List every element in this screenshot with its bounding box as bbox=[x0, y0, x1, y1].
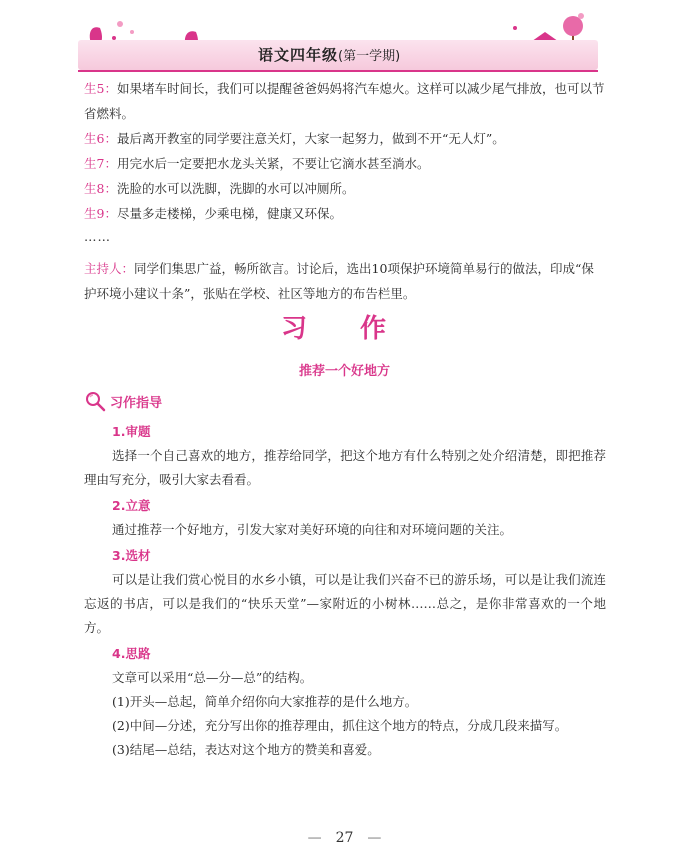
writing-guide-body bbox=[84, 418, 606, 762]
dialogue-line: 生7：用完水后一定要把水龙头关紧，不要让它滴水甚至淌水。 bbox=[84, 156, 430, 171]
dialogue-line: 生5：如果堵车时间长，我们可以提醒爸爸妈妈将汽车熄火。这样可以减少尾气排放，也可以节省燃料。 bbox=[84, 81, 605, 121]
host-label: 主持人 bbox=[84, 261, 122, 276]
dialogue-line: 生9：尽量多走楼梯，少乘电梯，健康又环保。 bbox=[84, 206, 342, 221]
speaker-label: 生8 bbox=[84, 181, 105, 196]
dialogue-text: 洗脸的水可以洗脚，洗脚的水可以冲厕所。 bbox=[116, 181, 355, 196]
host-line: 主持人：同学们集思广益，畅所欲言。讨论后，选出10项保护环境简单易行的做法，印成“保护环境小建议十条”，张贴在学校、社区等地方的布告栏里。 bbox=[84, 261, 594, 301]
section-heading: 1.审题 bbox=[112, 424, 151, 439]
dialogue-text: 最后离开教室的同学要注意关灯，大家一起努力，做到不开“无人灯”。 bbox=[116, 131, 505, 146]
paragraph: 选择一个自己喜欢的地方，推荐给同学，把这个地方有什么特别之处介绍清楚，即把推荐理由写充分，吸引大家去看看。 bbox=[84, 448, 606, 487]
header-rule bbox=[78, 70, 598, 72]
dialogue-line: 生8：洗脸的水可以洗脚，洗脚的水可以冲厕所。 bbox=[84, 181, 355, 196]
speaker-label: 生6 bbox=[84, 131, 105, 146]
paragraph: (1)开头—总起，简单介绍你向大家推荐的是什么地方。 bbox=[112, 694, 418, 709]
speaker-label: 生5 bbox=[84, 81, 105, 96]
paragraph: 文章可以采用“总—分—总”的结构。 bbox=[112, 670, 313, 685]
paragraph: (3)结尾—总结，表达对这个地方的赞美和喜爱。 bbox=[112, 742, 380, 757]
dialogue-text: 尽量多走楼梯，少乘电梯，健康又环保。 bbox=[116, 206, 342, 221]
guide-label: 习作指导 bbox=[110, 395, 163, 411]
dialogue-line: 生6：最后离开教室的同学要注意关灯，大家一起努力，做到不开“无人灯”。 bbox=[84, 131, 505, 146]
page-header bbox=[0, 0, 689, 76]
dialogue-section bbox=[84, 76, 606, 306]
ellipsis: …… bbox=[84, 229, 111, 244]
composition-topic: 推荐一个好地方 bbox=[298, 364, 390, 379]
book-title: 语文四年级 bbox=[258, 46, 339, 64]
guide-heading bbox=[84, 390, 162, 412]
paragraph: 通过推荐一个好地方，引发大家对美好环境的向往和对环境问题的关注。 bbox=[112, 522, 513, 537]
paragraph: 可以是让我们赏心悦目的水乡小镇，可以是让我们兴奋不已的游乐场，可以是让我们流连忘返的书店，可以是我们的“快乐天堂”—家附近的小树林……总之，是你非常喜欢的一个地方。 bbox=[84, 572, 606, 635]
footer-dash-left: — bbox=[307, 830, 322, 846]
section-heading: 3.选材 bbox=[112, 548, 151, 563]
footer-dash-right: — bbox=[367, 830, 382, 846]
section-heading: 2.立意 bbox=[112, 498, 151, 513]
host-text: 同学们集思广益，畅所欲言。讨论后，选出10项保护环境简单易行的做法，印成“保护环境小建议十条”，张贴在学校、社区等地方的布告栏里。 bbox=[84, 261, 594, 301]
section-title: 习 作 bbox=[280, 314, 409, 344]
page-number: 27 bbox=[335, 830, 354, 846]
book-term: (第一学期) bbox=[338, 49, 401, 64]
header-title bbox=[258, 44, 400, 65]
paragraph: (2)中间—分述，充分写出你的推荐理由，抓住这个地方的特点，分成几段来描写。 bbox=[112, 718, 568, 733]
dialogue-text: 用完水后一定要把水龙头关紧，不要让它滴水甚至淌水。 bbox=[116, 156, 430, 171]
speaker-label: 生9 bbox=[84, 206, 105, 221]
section-heading: 4.思路 bbox=[112, 646, 151, 661]
magnifier-icon bbox=[84, 390, 106, 412]
page-footer bbox=[0, 830, 689, 846]
dialogue-text: 如果堵车时间长，我们可以提醒爸爸妈妈将汽车熄火。这样可以减少尾气排放，也可以节省燃料。 bbox=[84, 81, 605, 121]
speaker-label: 生7 bbox=[84, 156, 105, 171]
